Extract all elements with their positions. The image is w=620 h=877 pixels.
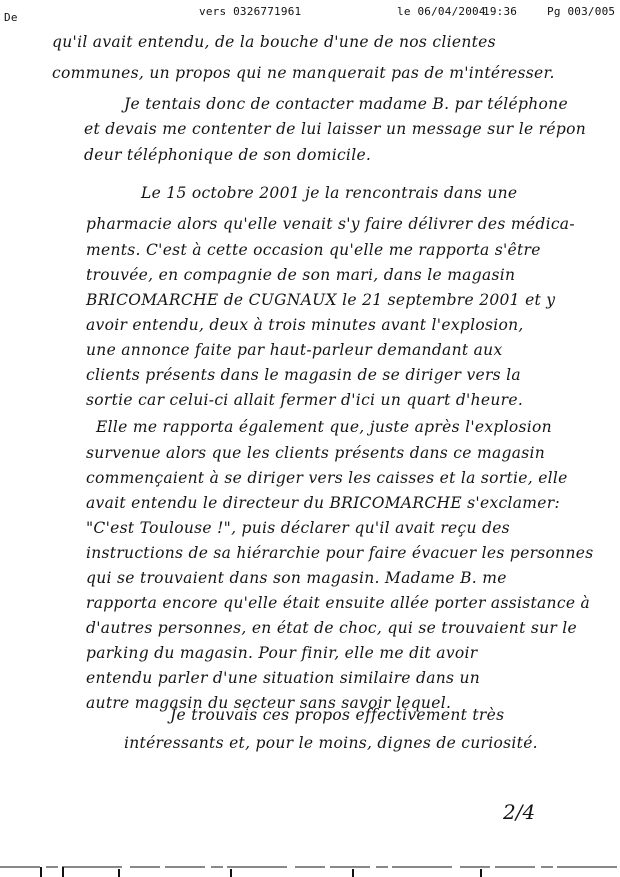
letter-line: sortie car celui-ci allait fermer d'ici un quart d'heure. [86,391,524,409]
letter-line: instructions de sa hiérarchie pour faire évacuer les personnes [86,544,594,562]
letter-line: qui se trouvaient dans son magasin. Madame B. me [86,569,507,587]
letter-line: Je tentais donc de contacter madame B. par téléphone [124,95,568,113]
letter-line: entendu parler d'une situation similaire dans un [86,669,481,687]
fax-scan-edge [0,857,620,877]
letter-line: pharmacie alors qu'elle venait s'y faire délivrer des médica- [86,215,575,233]
letter-line: Je trouvais ces propos effectivement très [170,706,505,724]
letter-line: communes, un propos qui ne manquerait pas de m'intéresser. [52,64,555,82]
letter-line: commençaient à se diriger vers les caisses et la sortie, elle [86,469,568,487]
letter-line: d'autres personnes, en état de choc, qui se trouvaient sur le [86,619,578,637]
fax-label-de: De [4,11,18,24]
letter-line: survenue alors que les clients présents dans ce magasin [86,444,546,462]
letter-line: qu'il avait entendu, de la bouche d'une de nos clientes [52,33,496,51]
letter-line: et devais me contenter de lui laisser un message sur le répon [84,120,586,138]
letter-line: avoir entendu, deux à trois minutes avant l'explosion, [86,316,524,334]
letter-line: avait entendu le directeur du BRICOMARCHE s'exclamer: [86,494,560,512]
fax-page-counter: Pg 003/005 [547,5,616,18]
letter-line: clients présents dans le magasin de se diriger vers la [86,366,521,384]
letter-line: ments. C'est à cette occasion qu'elle me rapporta s'être [86,241,541,259]
letter-line: Le 15 octobre 2001 je la rencontrais dans une [141,184,518,202]
page-number: 2/4 [503,800,536,824]
fax-date: le 06/04/2004 [397,5,486,18]
letter-line: parking du magasin. Pour finir, elle me dit avoir [86,644,478,662]
letter-line: "C'est Toulouse !", puis déclarer qu'il avait reçu des [86,519,510,537]
letter-line: BRICOMARCHE de CUGNAUX le 21 septembre 2001 et y [86,291,556,309]
letter-line: deur téléphonique de son domicile. [84,146,372,164]
letter-line: trouvée, en compagnie de son mari, dans le magasin [86,266,516,284]
letter-line: une annonce faite par haut-parleur demandant aux [86,341,503,359]
letter-line: intéressants et, pour le moins, dignes de curiosité. [124,734,538,752]
fax-sender-number: vers 0326771961 [199,5,302,18]
letter-line: rapporta encore qu'elle était ensuite allée porter assistance à [86,594,591,612]
letter-line: Elle me rapporta également que, juste après l'explosion [96,418,552,436]
letter-line: autre magasin du secteur sans savoir lequel. [86,694,452,712]
fax-time: 19:36 [483,5,518,18]
